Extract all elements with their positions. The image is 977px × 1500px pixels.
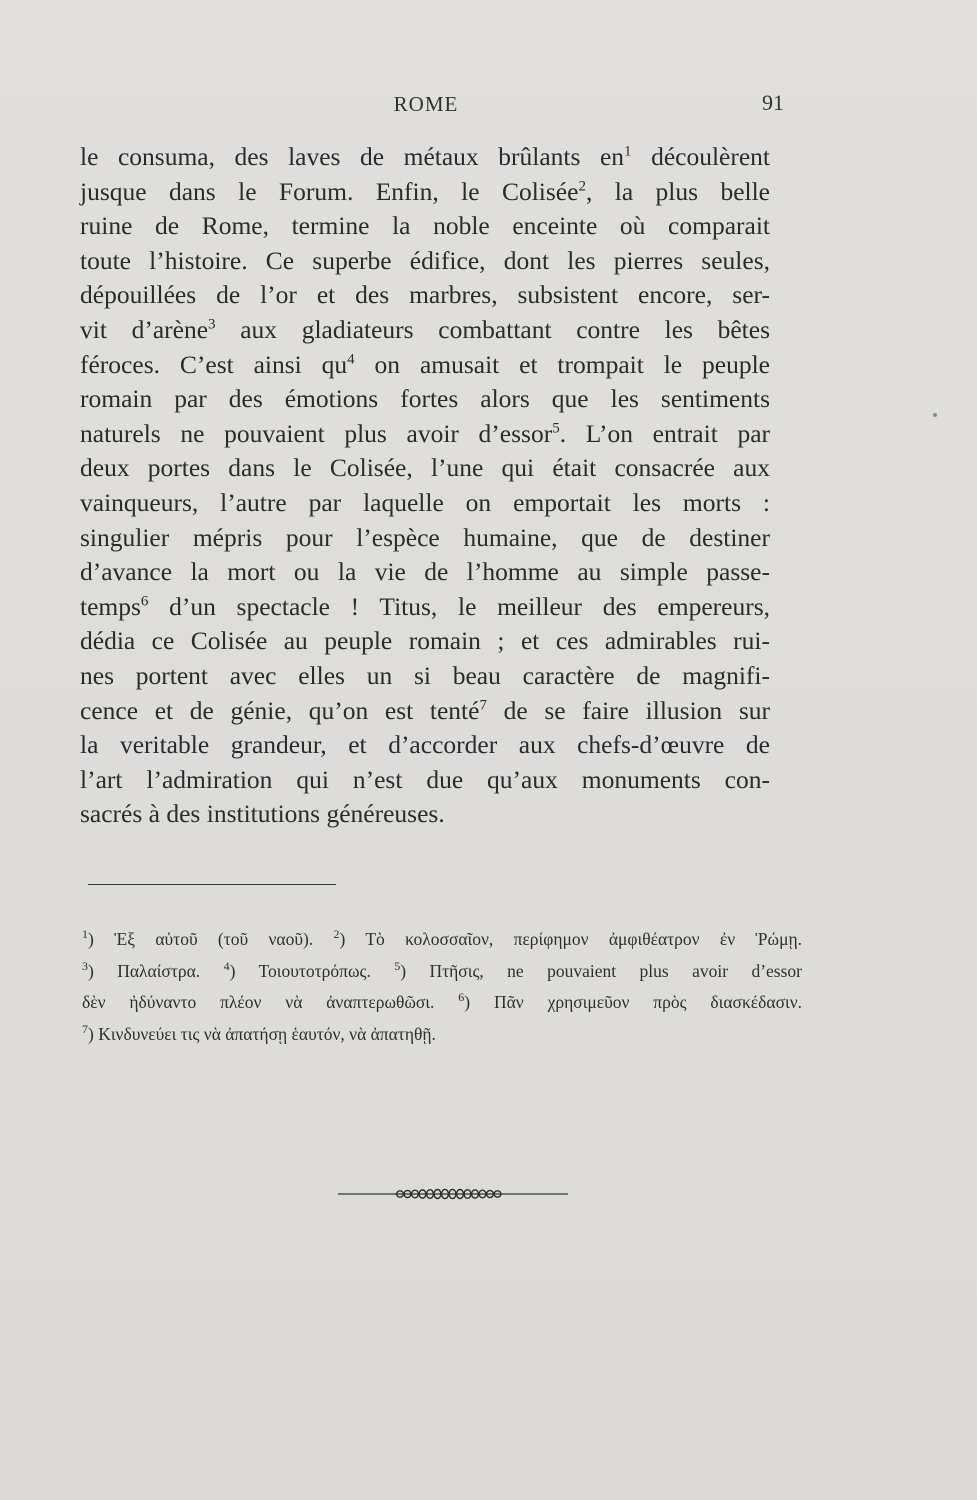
body-text: jusque dans le Forum. Enfin, le Colisée (80, 176, 579, 206)
body-line (80, 521, 770, 556)
footnote-marker: 3 (208, 316, 216, 333)
footnote-text: ) Παλαίστρα. (88, 960, 224, 981)
footnote-line (82, 924, 802, 956)
footnote-separator-rule (88, 884, 336, 885)
body-text: toute l’histoire. Ce superbe édifice, dont les pierres seules, (80, 245, 770, 275)
body-text: , la plus belle (585, 176, 771, 206)
footnote-marker: 7 (82, 1021, 88, 1036)
footnote-marker: 5 (552, 420, 560, 437)
page-number: 91 (762, 90, 784, 115)
body-line (80, 763, 770, 798)
footnote-marker: 2 (333, 927, 340, 942)
body-line (80, 382, 770, 417)
body-text: féroces. C’est ainsi qu (80, 349, 348, 379)
footnote-marker: 6 (458, 990, 465, 1005)
footnote-marker: 2 (578, 178, 586, 195)
body-line (80, 659, 770, 694)
body-line (80, 451, 770, 486)
body-text: nes portent avec elles un si beau caractère de magnifi- (80, 660, 770, 690)
body-text: vainqueurs, l’autre par laquelle on emportait les morts : (80, 487, 770, 517)
body-text: l’art l’admiration qui n’est due qu’aux monuments con- (80, 764, 770, 794)
body-line (80, 313, 770, 348)
body-text: sacrés à des institutions généreuses. (80, 799, 445, 829)
body-text: on amusait et trompait le peuple (354, 349, 770, 379)
footnote-text: ) Τοιουτοτρόπως. (229, 960, 395, 981)
body-text: singulier mépris pour l’espèce humaine, que de destiner (80, 522, 770, 552)
body-line (80, 244, 770, 279)
body-text: temps (80, 591, 141, 621)
body-text: . L’on entrait par (559, 418, 770, 448)
page-header (80, 90, 784, 126)
body-line (80, 797, 770, 832)
body-line (80, 486, 770, 521)
body-line (80, 417, 770, 452)
body-line (80, 140, 770, 175)
footnote-marker: 4 (347, 351, 355, 368)
body-text: ruine de Rome, termine la noble enceinte où comparait (80, 211, 770, 241)
footnote-text: ) Ἐξ αὐτοῦ (τοῦ ναοῦ). (88, 929, 334, 949)
body-text: le consuma, des laves de métaux brûlants en (80, 142, 625, 171)
body-text: d’avance la mort ou la vie de l’homme au simple passe- (80, 557, 770, 587)
body-text: dépouillées de l’or et des marbres, subsistent encore, ser- (80, 280, 770, 310)
footnote-marker: 6 (140, 593, 149, 610)
footnote-marker: 1 (624, 143, 632, 160)
body-text: naturels ne pouvaient plus avoir d’essor (80, 418, 553, 448)
footnote-text: ) Τὸ κολοσσαῖον, περίφημον ἀμφιθέατρον ἐν Ῥώμῃ. (339, 929, 802, 949)
running-head: ROME (393, 92, 459, 116)
footnote-text: ) Πτῆσις, ne pouvaient plus avoir d’essor (400, 960, 803, 981)
body-text: cence et de génie, qu’on est tenté (80, 695, 480, 725)
body-text: d’un spectacle ! Titus, le meilleur des empereurs, (148, 591, 770, 621)
body-line (80, 209, 770, 244)
body-text: découlèrent (631, 142, 770, 171)
footnote-marker: 5 (394, 958, 401, 973)
paper-speck (933, 413, 937, 417)
body-text: aux gladiateurs combattant contre les bêtes (215, 314, 771, 344)
body-line (80, 694, 770, 729)
show-through-text (640, 842, 646, 869)
footnote-marker: 1 (82, 927, 88, 942)
footnote-line (82, 987, 802, 1019)
body-text: dédia ce Colisée au peuple romain ; et ces admirables rui- (80, 626, 770, 656)
footnote-text: ) Κινδυνεύει τις νὰ ἀπατήσῃ ἑαυτόν, νὰ ἀπατηθῇ. (88, 1023, 436, 1044)
footnote-text: δὲν ἠδύναντο πλέον νὰ ἀναπτερωθῶσι. (82, 992, 459, 1012)
body-text: de se faire illusion sur (486, 695, 770, 725)
body-line (80, 624, 770, 659)
body-line (80, 348, 770, 383)
footnote-line (82, 956, 802, 988)
body-text: la veritable grandeur, et d’accorder aux chefs-d’œuvre de (80, 730, 770, 760)
footnotes-block (82, 924, 802, 1050)
tail-ornament (338, 1186, 568, 1202)
body-line (80, 728, 770, 763)
body-line (80, 590, 770, 625)
footnote-marker: 4 (223, 958, 230, 973)
footnote-line (82, 1019, 802, 1051)
body-line (80, 555, 770, 590)
body-line (80, 278, 770, 313)
footnote-marker: 7 (479, 697, 487, 713)
footnote-marker: 3 (82, 958, 88, 973)
body-text: deux portes dans le Colisée, l’une qui était consacrée aux (80, 453, 770, 483)
main-text-block (80, 140, 770, 832)
body-text: vit d’arène (80, 314, 209, 344)
body-line (80, 175, 770, 210)
body-text: romain par des émotions fortes alors que les sentiments (80, 384, 770, 414)
footnote-text: ) Πᾶν χρησιμεῦον πρὸς διασκέδασιν. (464, 992, 802, 1012)
